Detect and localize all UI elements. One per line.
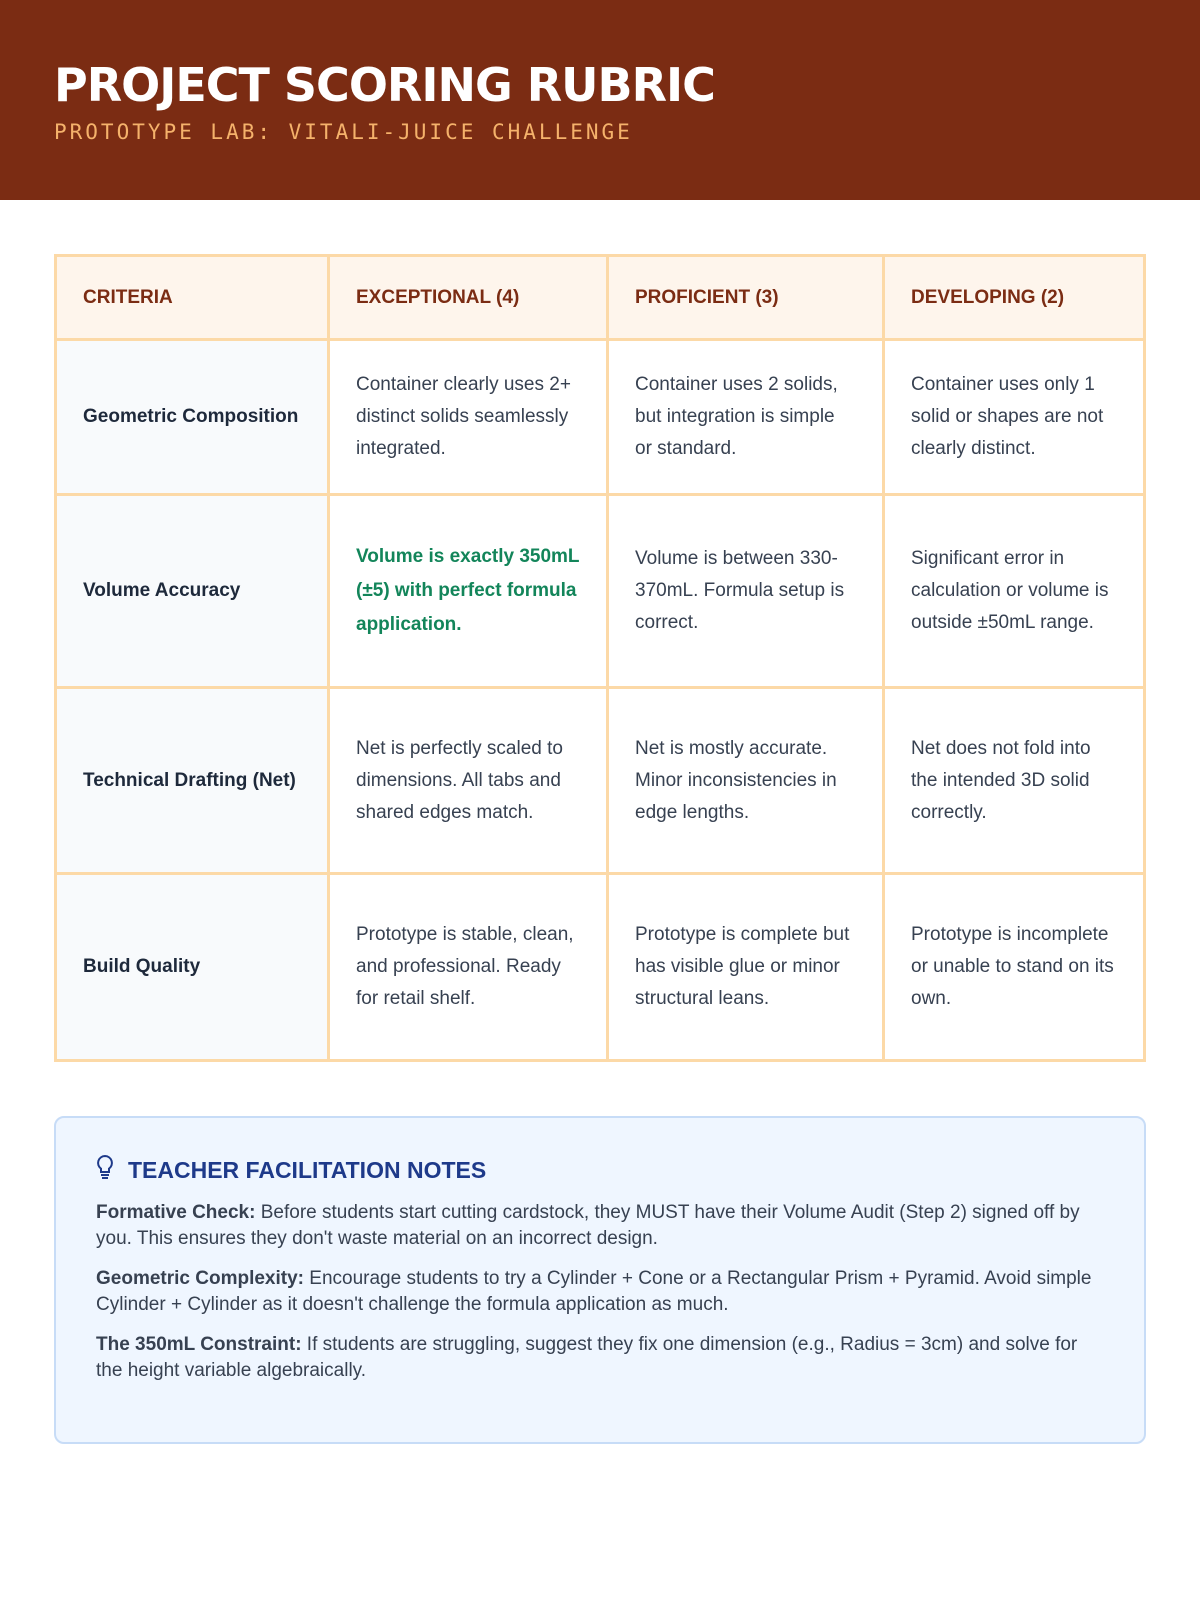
exceptional-cell: Container clearly uses 2+ distinct solids seamlessly integrated. [329, 340, 608, 495]
criteria-cell: Volume Accuracy [56, 495, 329, 688]
column-header-criteria: CRITERIA [56, 256, 329, 340]
note-text: Before students start cutting cardstock, they MUST have their Volume Audit (Step 2) signed off by you. This ensures they don't waste material on an incorrect design. [96, 1202, 1080, 1249]
developing-cell: Significant error in calculation or volume is outside ±50mL range. [884, 495, 1145, 688]
page-subtitle: PROTOTYPE LAB: VITALI-JUICE CHALLENGE [54, 120, 633, 144]
note-label: Formative Check: [96, 1202, 256, 1223]
note-label: Geometric Complexity: [96, 1268, 304, 1289]
rubric-table [54, 254, 1146, 1062]
note-item [96, 1266, 1104, 1318]
proficient-cell: Net is mostly accurate. Minor inconsistencies in edge lengths. [608, 688, 884, 874]
table-row [56, 495, 1145, 688]
lightbulb-icon [96, 1154, 114, 1186]
teacher-notes-panel [54, 1116, 1146, 1444]
table-header-row [56, 256, 1145, 340]
page-header [0, 0, 1200, 200]
page-title: PROJECT SCORING RUBRIC [54, 58, 715, 112]
criteria-cell: Geometric Composition [56, 340, 329, 495]
note-label: The 350mL Constraint: [96, 1334, 302, 1355]
note-text: If students are struggling, suggest they fix one dimension (e.g., Radius = 3cm) and solve for the height variable algebraically. [96, 1334, 1078, 1381]
table-row [56, 874, 1145, 1061]
table-row [56, 340, 1145, 495]
note-item [96, 1200, 1104, 1252]
developing-cell: Container uses only 1 solid or shapes are not clearly distinct. [884, 340, 1145, 495]
developing-cell: Prototype is incomplete or unable to stand on its own. [884, 874, 1145, 1061]
proficient-cell: Prototype is complete but has visible glue or minor structural leans. [608, 874, 884, 1061]
notes-title: TEACHER FACILITATION NOTES [128, 1156, 487, 1183]
proficient-cell: Container uses 2 solids, but integration is simple or standard. [608, 340, 884, 495]
table-row [56, 688, 1145, 874]
note-text: Encourage students to try a Cylinder + Cone or a Rectangular Prism + Pyramid. Avoid simple Cylinder + Cylinder as it doesn't challenge the formula application as much. [96, 1268, 1092, 1315]
exceptional-cell: Volume is exactly 350mL (±5) with perfect formula application. [329, 495, 608, 688]
note-item [96, 1332, 1104, 1384]
notes-heading [96, 1154, 1104, 1186]
column-header-developing: DEVELOPING (2) [884, 256, 1145, 340]
exceptional-cell: Net is perfectly scaled to dimensions. All tabs and shared edges match. [329, 688, 608, 874]
column-header-proficient: PROFICIENT (3) [608, 256, 884, 340]
criteria-cell: Technical Drafting (Net) [56, 688, 329, 874]
column-header-exceptional: EXCEPTIONAL (4) [329, 256, 608, 340]
developing-cell: Net does not fold into the intended 3D solid correctly. [884, 688, 1145, 874]
exceptional-cell: Prototype is stable, clean, and professional. Ready for retail shelf. [329, 874, 608, 1061]
proficient-cell: Volume is between 330-370mL. Formula setup is correct. [608, 495, 884, 688]
criteria-cell: Build Quality [56, 874, 329, 1061]
